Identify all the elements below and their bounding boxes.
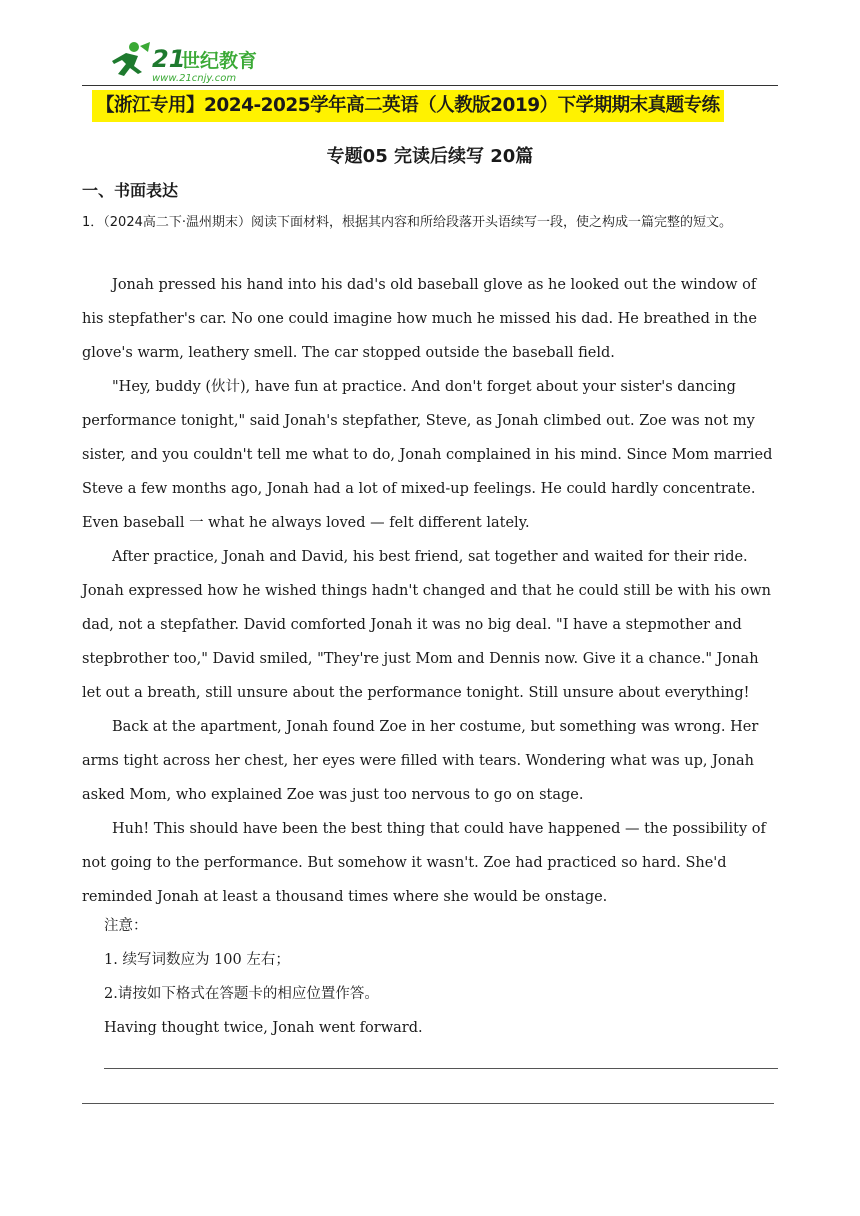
passage-paragraph: After practice, Jonah and David, his best friend, sat together and waited for their ride. Jonah expressed how he wished things hadn't changed and that he could still be with his own dad, not a stepfather. David comforted Jonah it was no big deal. "I have a stepmother and stepbrother too," David smiled, "They're just Mom and Dennis now. Give it a chance." Jonah let out a breath, still unsure about the performance tonight. Still unsure about everything! [82, 549, 771, 701]
passage-paragraph: "Hey, buddy (伙计), have fun at practice. And don't forget about your sister's dancing performance tonight," said Jonah's stepfather, Steve, as Jonah climbed out. Zoe was not my sister, and you couldn't tell me what to do, Jonah complained in his mind. Since Mom married Steve a few months ago, Jonah had a lot of mixed-up feelings. He could hardly concentrate. Even baseball 一 what he always loved — felt different lately. [82, 379, 773, 531]
logo-url: www.21cnjy.com [152, 73, 237, 84]
question-intro: 1．（2024高二下·温州期末）阅读下面材料，根据其内容和所给段落开头语续写一段，使之构成一篇完整的短文。 [82, 215, 732, 230]
answer-line [104, 1068, 778, 1069]
passage-paragraph: Back at the apartment, Jonah found Zoe in her costume, but something was wrong. Her arms tight across her chest, her eyes were filled with tears. Wondering what was up, Jonah asked Mom, who explained Zoe was just too nervous to go on stage. [82, 719, 759, 803]
header-divider [82, 85, 778, 86]
logo-text: 21 [152, 45, 186, 73]
note-item: 2.请按如下格式在答题卡的相应位置作答。 [104, 986, 379, 1002]
continuation-start: Having thought twice, Jonah went forward. [104, 1020, 423, 1036]
notes-label: 注意： [104, 918, 148, 934]
notes-block [82, 909, 782, 1045]
logo-chinese: 世纪教育 [181, 50, 258, 72]
runner-icon [112, 42, 150, 76]
logo [104, 40, 274, 84]
passage-paragraph: Jonah pressed his hand into his dad's old baseball glove as he looked out the window of his stepfather's car. No one could imagine how much he missed his dad. He breathed in the glove's warm, leathery smell. The car stopped outside the baseball field. [82, 277, 757, 361]
answer-line [82, 1103, 774, 1104]
passage-paragraph: Huh! This should have been the best thing that could have happened — the possibility of not going to the performance. But somehow it wasn't. Zoe had practiced so hard. She'd reminded Jonah at least a thousand times where she would be onstage. [82, 821, 766, 905]
section-heading: 一、书面表达 [82, 181, 179, 200]
note-item: 1. 续写词数应为 100 左右； [104, 952, 290, 968]
reading-passage [82, 268, 782, 914]
document-title: 【浙江专用】2024-2025学年高二英语（人教版2019）下学期期末真题专练 [92, 90, 724, 122]
topic-title: 专题05 完读后续写 20篇 [326, 146, 534, 167]
